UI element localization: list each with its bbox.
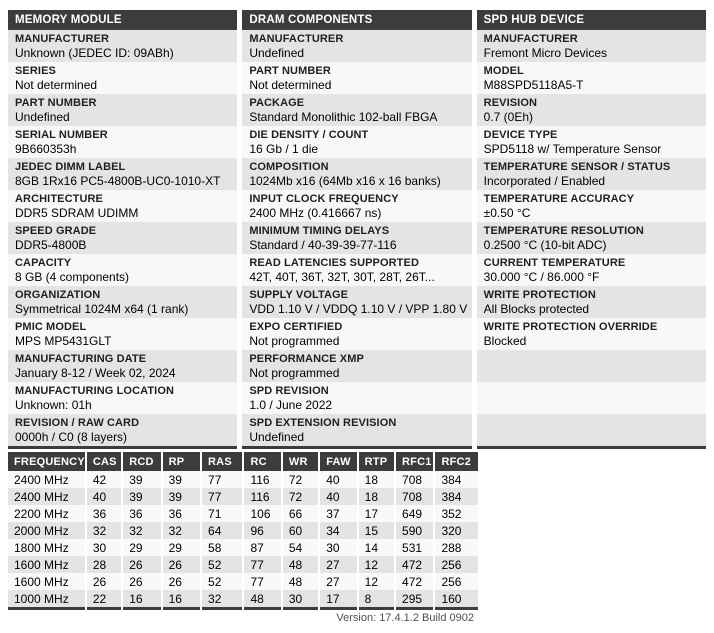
timing-cell: 352 — [435, 505, 478, 522]
timing-cell: 36 — [163, 505, 200, 522]
timing-cell: 16 — [123, 590, 160, 610]
info-row — [477, 350, 706, 382]
frequency-cell: 1600 MHz — [8, 556, 85, 573]
info-row — [477, 414, 706, 446]
info-label: MANUFACTURER — [483, 33, 578, 45]
info-row — [242, 414, 471, 446]
timing-cell: 87 — [244, 539, 280, 556]
info-row — [477, 286, 706, 318]
timing-cell: 32 — [202, 590, 242, 610]
table-row — [8, 556, 478, 573]
info-label: WRITE PROTECTION OVERRIDE — [483, 321, 658, 333]
info-label: SPD REVISION — [249, 385, 329, 397]
panel-title: DRAM COMPONENTS — [242, 10, 471, 30]
info-row — [8, 30, 237, 62]
table-row — [8, 590, 478, 610]
info-value: Symmetrical 1024M x64 (1 rank) — [15, 302, 189, 316]
timing-cell: 40 — [320, 488, 356, 505]
info-label: CURRENT TEMPERATURE — [483, 257, 626, 269]
info-row — [242, 30, 471, 62]
timing-cell: 29 — [123, 539, 160, 556]
info-row — [242, 350, 471, 382]
info-label: COMPOSITION — [249, 161, 329, 173]
info-row — [477, 222, 706, 254]
frequency-cell: 2000 MHz — [8, 522, 85, 539]
info-label: MANUFACTURING LOCATION — [15, 385, 175, 397]
info-value: 1024Mb x16 (64Mb x16 x 16 banks) — [249, 174, 441, 188]
frequency-cell: 1800 MHz — [8, 539, 85, 556]
info-label: ARCHITECTURE — [15, 193, 103, 205]
timing-cell: 52 — [202, 573, 242, 590]
timing-cell: 256 — [435, 573, 478, 590]
info-value: 30.000 °C / 86.000 °F — [483, 270, 600, 284]
info-label: PART NUMBER — [15, 97, 97, 109]
table-row — [8, 471, 478, 488]
info-label: DIE DENSITY / COUNT — [249, 129, 369, 141]
info-label: MANUFACTURING DATE — [15, 353, 147, 365]
info-panels — [8, 10, 706, 449]
timing-cell: 96 — [244, 522, 280, 539]
info-value: Standard Monolithic 102-ball FBGA — [249, 110, 438, 124]
timing-cell: 77 — [244, 573, 280, 590]
info-row — [477, 158, 706, 190]
info-label: MANUFACTURER — [15, 33, 110, 45]
info-value: Not programmed — [249, 334, 340, 348]
timing-cell: 14 — [359, 539, 394, 556]
info-value: VDD 1.10 V / VDDQ 1.10 V / VPP 1.80 V — [249, 302, 468, 316]
info-row — [242, 222, 471, 254]
frequency-cell: 2400 MHz — [8, 488, 85, 505]
info-row — [477, 126, 706, 158]
info-row — [242, 286, 471, 318]
timing-cell: 26 — [163, 556, 200, 573]
info-label: SPD EXTENSION REVISION — [249, 417, 397, 429]
timing-cell: 42 — [87, 471, 121, 488]
info-value: 0.2500 °C (10-bit ADC) — [483, 238, 607, 252]
timing-cell: 12 — [359, 573, 394, 590]
info-row — [477, 318, 706, 350]
info-row — [8, 350, 237, 382]
timing-cell: 26 — [123, 556, 160, 573]
timing-cell: 472 — [396, 556, 433, 573]
info-row — [8, 158, 237, 190]
info-label: READ LATENCIES SUPPORTED — [249, 257, 419, 269]
info-value: SPD5118 w/ Temperature Sensor — [483, 142, 662, 156]
column-header-rc: RC — [244, 452, 280, 471]
info-value: DDR5 SDRAM UDIMM — [15, 206, 139, 220]
info-label: PART NUMBER — [249, 65, 331, 77]
info-row — [477, 190, 706, 222]
timing-cell: 60 — [283, 522, 318, 539]
info-row — [8, 126, 237, 158]
info-label: CAPACITY — [15, 257, 72, 269]
timing-table-head — [8, 452, 478, 471]
info-label: INPUT CLOCK FREQUENCY — [249, 193, 399, 205]
info-value: Fremont Micro Devices — [483, 46, 608, 60]
timing-cell: 77 — [202, 488, 242, 505]
timing-cell: 32 — [87, 522, 121, 539]
info-row — [8, 414, 237, 446]
info-label: DEVICE TYPE — [483, 129, 558, 141]
info-row — [8, 62, 237, 94]
frequency-cell: 1600 MHz — [8, 573, 85, 590]
timing-cell: 32 — [123, 522, 160, 539]
info-row — [242, 158, 471, 190]
timing-cell: 26 — [163, 573, 200, 590]
info-row — [8, 286, 237, 318]
info-value: 8 GB (4 components) — [15, 270, 130, 284]
timing-cell: 16 — [163, 590, 200, 610]
info-value: Not determined — [15, 78, 98, 92]
timing-cell: 708 — [396, 471, 433, 488]
info-row — [242, 126, 471, 158]
timing-cell: 18 — [359, 471, 394, 488]
info-value: 0.7 (0Eh) — [483, 110, 534, 124]
info-row — [8, 222, 237, 254]
column-header-ras: RAS — [202, 452, 242, 471]
info-row — [8, 190, 237, 222]
timing-cell: 160 — [435, 590, 478, 610]
info-value: 1.0 / June 2022 — [249, 398, 333, 412]
timing-section — [8, 452, 482, 624]
timing-table-body — [8, 471, 478, 610]
column-header-wr: WR — [283, 452, 318, 471]
info-row — [477, 94, 706, 126]
info-value: MPS MP5431GLT — [15, 334, 112, 348]
timing-cell: 52 — [202, 556, 242, 573]
timing-cell: 48 — [244, 590, 280, 610]
table-row — [8, 522, 478, 539]
info-row — [8, 94, 237, 126]
timing-cell: 28 — [87, 556, 121, 573]
frequency-cell: 1000 MHz — [8, 590, 85, 610]
panel-title: SPD HUB DEVICE — [477, 10, 706, 30]
info-value: 9B660353h — [15, 142, 77, 156]
timing-cell: 29 — [163, 539, 200, 556]
info-value: January 8-12 / Week 02, 2024 — [15, 366, 176, 380]
timing-cell: 17 — [359, 505, 394, 522]
info-row — [242, 190, 471, 222]
info-label: TEMPERATURE RESOLUTION — [483, 225, 644, 237]
info-label: EXPO CERTIFIED — [249, 321, 343, 333]
timing-cell: 531 — [396, 539, 433, 556]
timing-cell: 18 — [359, 488, 394, 505]
timing-cell: 22 — [87, 590, 121, 610]
column-header-rtp: RTP — [359, 452, 394, 471]
timing-cell: 472 — [396, 573, 433, 590]
timing-cell: 295 — [396, 590, 433, 610]
panel-spd-hub-device — [477, 10, 706, 449]
panel-dram-components — [242, 10, 471, 449]
info-row — [242, 62, 471, 94]
info-label: SERIES — [15, 65, 56, 77]
timing-cell: 37 — [320, 505, 356, 522]
info-row — [8, 254, 237, 286]
frequency-cell: 2400 MHz — [8, 471, 85, 488]
timing-cell: 39 — [163, 471, 200, 488]
timing-cell: 590 — [396, 522, 433, 539]
timing-cell: 288 — [435, 539, 478, 556]
timing-cell: 58 — [202, 539, 242, 556]
panel-title: MEMORY MODULE — [8, 10, 237, 30]
timing-header-row — [8, 452, 478, 471]
info-value: 0000h / C0 (8 layers) — [15, 430, 128, 444]
timing-cell: 39 — [123, 488, 160, 505]
timing-cell: 77 — [244, 556, 280, 573]
timing-cell: 116 — [244, 471, 280, 488]
info-value: Undefined — [249, 430, 305, 444]
info-row — [477, 30, 706, 62]
timing-cell: 116 — [244, 488, 280, 505]
timing-table — [6, 452, 480, 610]
table-row — [8, 505, 478, 522]
timing-cell: 384 — [435, 471, 478, 488]
timing-cell: 40 — [87, 488, 121, 505]
column-header-rfc1: RFC1 — [396, 452, 433, 471]
table-row — [8, 539, 478, 556]
table-row — [8, 488, 478, 505]
info-value: DDR5-4800B — [15, 238, 87, 252]
info-label: JEDEC DIMM LABEL — [15, 161, 126, 173]
timing-cell: 17 — [320, 590, 356, 610]
column-header-frequency: FREQUENCY — [8, 452, 85, 471]
info-value: Not programmed — [249, 366, 340, 380]
timing-cell: 30 — [283, 590, 318, 610]
info-value: 42T, 40T, 36T, 32T, 30T, 28T, 26T... — [249, 270, 435, 284]
info-value: M88SPD5118A5-T — [483, 78, 584, 92]
timing-cell: 72 — [283, 488, 318, 505]
timing-cell: 48 — [283, 573, 318, 590]
timing-cell: 320 — [435, 522, 478, 539]
timing-cell: 256 — [435, 556, 478, 573]
info-label: PACKAGE — [249, 97, 305, 109]
info-label: ORGANIZATION — [15, 289, 101, 301]
info-label: WRITE PROTECTION — [483, 289, 596, 301]
panel-memory-module — [8, 10, 237, 449]
info-label: MANUFACTURER — [249, 33, 344, 45]
timing-cell: 30 — [320, 539, 356, 556]
timing-cell: 8 — [359, 590, 394, 610]
timing-cell: 36 — [87, 505, 121, 522]
info-label: MINIMUM TIMING DELAYS — [249, 225, 390, 237]
column-header-rcd: RCD — [123, 452, 160, 471]
info-value: Not determined — [249, 78, 332, 92]
timing-cell: 54 — [283, 539, 318, 556]
timing-cell: 15 — [359, 522, 394, 539]
timing-cell: 26 — [87, 573, 121, 590]
info-label: SPEED GRADE — [15, 225, 97, 237]
info-value: 8GB 1Rx16 PC5-4800B-UC0-1010-XT — [15, 174, 221, 188]
timing-cell: 30 — [87, 539, 121, 556]
column-header-faw: FAW — [320, 452, 356, 471]
timing-cell: 71 — [202, 505, 242, 522]
info-value: ±0.50 °C — [483, 206, 531, 220]
info-label: PMIC MODEL — [15, 321, 87, 333]
timing-cell: 77 — [202, 471, 242, 488]
frequency-cell: 2200 MHz — [8, 505, 85, 522]
info-label: SUPPLY VOLTAGE — [249, 289, 349, 301]
info-value: Blocked — [483, 334, 527, 348]
info-value: Undefined — [249, 46, 305, 60]
info-row — [477, 254, 706, 286]
timing-cell: 32 — [163, 522, 200, 539]
info-row — [8, 318, 237, 350]
version-text: Version: 17.4.1.2 Build 0902 — [336, 612, 474, 624]
info-row — [242, 318, 471, 350]
timing-cell: 39 — [123, 471, 160, 488]
info-label: REVISION / RAW CARD — [15, 417, 140, 429]
column-header-rfc2: RFC2 — [435, 452, 478, 471]
timing-cell: 384 — [435, 488, 478, 505]
info-value: Undefined — [15, 110, 70, 124]
info-label: SERIAL NUMBER — [15, 129, 108, 141]
column-header-rp: RP — [163, 452, 200, 471]
timing-cell: 66 — [283, 505, 318, 522]
info-value: Incorporated / Enabled — [483, 174, 606, 188]
info-row — [242, 94, 471, 126]
info-value: 16 Gb / 1 die — [249, 142, 319, 156]
info-row — [242, 254, 471, 286]
info-label: PERFORMANCE XMP — [249, 353, 364, 365]
column-header-cas: CAS — [87, 452, 121, 471]
timing-cell: 27 — [320, 556, 356, 573]
timing-cell: 34 — [320, 522, 356, 539]
info-row — [477, 382, 706, 414]
info-label: TEMPERATURE ACCURACY — [483, 193, 635, 205]
timing-cell: 106 — [244, 505, 280, 522]
info-row — [477, 62, 706, 94]
table-row — [8, 573, 478, 590]
timing-cell: 39 — [163, 488, 200, 505]
info-label: REVISION — [483, 97, 538, 109]
timing-cell: 708 — [396, 488, 433, 505]
timing-cell: 72 — [283, 471, 318, 488]
timing-cell: 64 — [202, 522, 242, 539]
timing-cell: 649 — [396, 505, 433, 522]
info-row — [8, 382, 237, 414]
info-value: Unknown: 01h — [15, 398, 92, 412]
timing-cell: 36 — [123, 505, 160, 522]
info-row — [242, 382, 471, 414]
timing-cell: 26 — [123, 573, 160, 590]
info-value: Unknown (JEDEC ID: 09ABh) — [15, 46, 174, 60]
info-label: MODEL — [483, 65, 524, 77]
timing-cell: 12 — [359, 556, 394, 573]
info-value: Standard / 40-39-39-77-116 — [249, 238, 397, 252]
timing-cell: 27 — [320, 573, 356, 590]
timing-cell: 40 — [320, 471, 356, 488]
info-label: TEMPERATURE SENSOR / STATUS — [483, 161, 671, 173]
info-value: All Blocks protected — [483, 302, 590, 316]
timing-cell: 48 — [283, 556, 318, 573]
info-value: 2400 MHz (0.416667 ns) — [249, 206, 382, 220]
